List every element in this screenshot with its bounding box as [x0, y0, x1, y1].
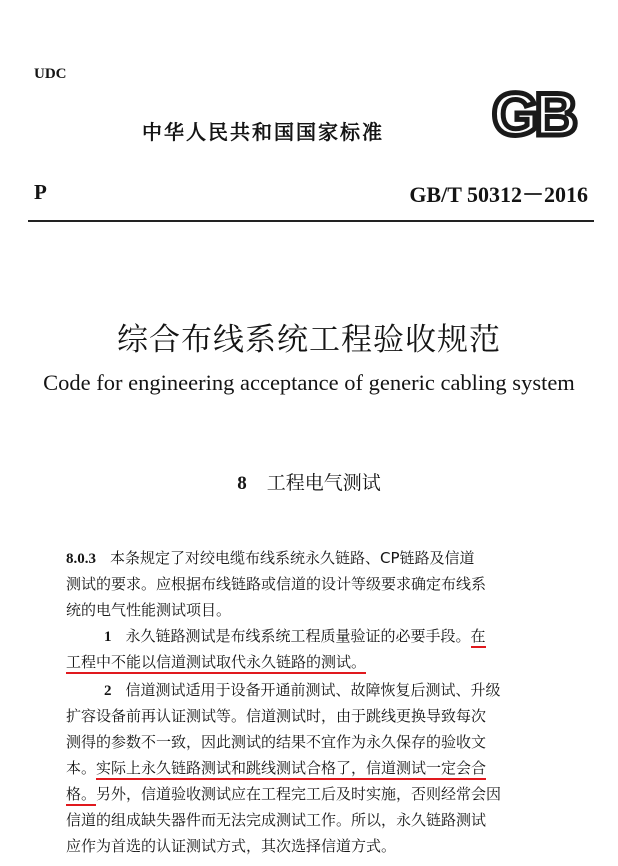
gb-logo [474, 86, 592, 142]
item2-line-4 [66, 756, 558, 780]
item2-line-2: 扩容设备前再认证测试等。信道测试时，由于跳线更换导致每次 [66, 707, 487, 725]
item2-underlined-end: 格。 [66, 785, 96, 806]
clause-line-2: 测试的要求。应根据布线链路或信道的设计等级要求确定布线系 [66, 575, 487, 593]
item1-underlined-text: 工程中不能以信道测试取代永久链路的测试。 [66, 653, 366, 674]
classification-label: P [34, 180, 47, 204]
item2-line-1 [66, 678, 558, 702]
item2-underlined-text: 实际上永久链路测试和跳线测试合格了，信道测试一定会合 [96, 759, 486, 780]
item1-text: 永久链路测试是布线系统工程质量验证的必要手段。 [125, 627, 471, 645]
section-title: 工程电气测试 [266, 472, 381, 494]
clause-line-1 [66, 546, 558, 570]
clause-line-3: 统的电气性能测试项目。 [66, 601, 232, 619]
item2-line-7: 应作为首选的认证测试方式，其次选择信道方式。 [66, 837, 397, 855]
item1-line-2 [66, 650, 558, 674]
gb-logo-text: GB [492, 86, 574, 142]
standard-code: GB/T 50312－2016 [409, 182, 588, 207]
item1-underlined-start: 在 [471, 627, 486, 648]
item2-number: 2 [104, 683, 112, 699]
item2-line-4-prefix: 本。 [66, 759, 97, 777]
item1-line-1 [66, 624, 558, 648]
item2-line-6: 信道的组成缺失器件而无法完成测试工作。所以，永久链路测试 [66, 811, 487, 829]
document-title-cn: 综合布线系统工程验收规范 [117, 322, 501, 358]
header-divider [28, 220, 594, 222]
item2-text: 信道测试适用于设备开通前测试、故障恢复后测试、升级 [125, 681, 501, 699]
item1-number: 1 [104, 629, 112, 645]
section-heading [0, 468, 618, 495]
udc-label: UDC [34, 66, 67, 82]
clause-number: 8.0.3 [66, 551, 96, 567]
document-title-en: Code for engineering acceptance of generic cabling system [43, 370, 575, 395]
item2-line-5 [66, 782, 558, 806]
item2-line-3: 测得的参数不一致，因此测试的结果不宜作为永久保存的验收文 [66, 733, 487, 751]
section-number: 8 [237, 473, 247, 494]
item2-line-5-rest: 另外，信道验收测试应在工程完工后及时实施，否则经常会因 [96, 785, 502, 803]
clause-text: 本条规定了对绞电缆布线系统永久链路、CP链路及信道 [110, 549, 475, 567]
standard-name: 中华人民共和国国家标准 [142, 120, 384, 144]
